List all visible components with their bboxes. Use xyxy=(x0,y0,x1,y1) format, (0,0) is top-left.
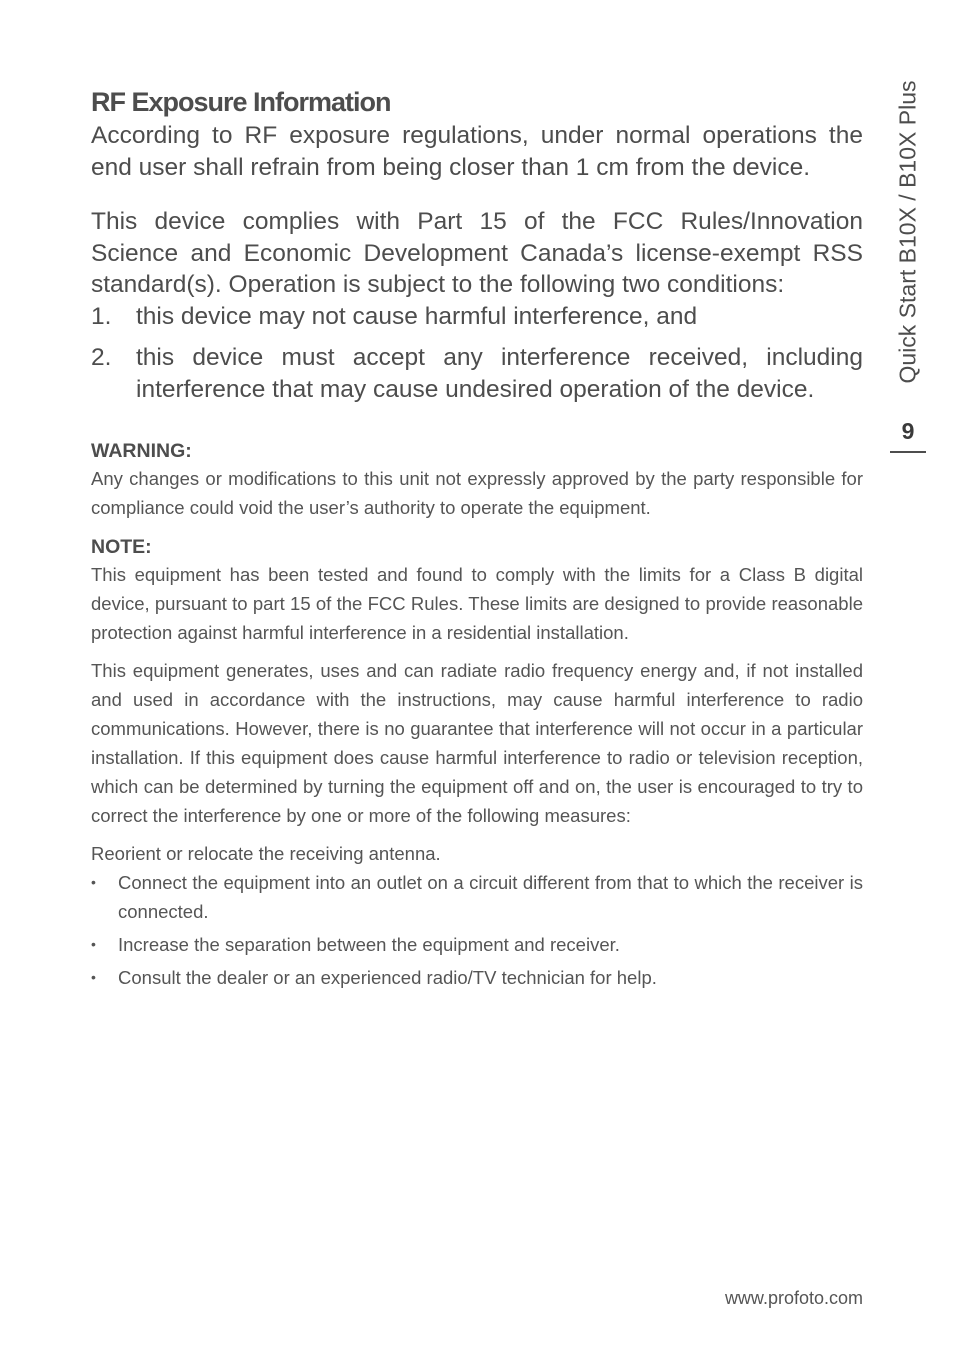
note-paragraph: This equipment generates, uses and can radiate radio frequency energy and, if not installed and used in accordance with the instructions, may cause harmful interference to radio communications. However, there is no guarantee that interference will not occur in a particular installation. If this equipment does cause harmful interference to radio or television reception, which can be determined by turning the equipment off and on, the user is encouraged to try to correct the interference by one or more of the following measures: xyxy=(91,660,863,826)
page-content xyxy=(91,84,863,992)
reorient-text: Reorient or relocate the receiving antenna. xyxy=(91,843,441,864)
footer-url: www.profoto.com xyxy=(724,1288,863,1308)
list-item-number: 2. xyxy=(91,344,112,371)
warning-heading: WARNING: xyxy=(91,440,192,462)
list-item-text: Connect the equipment into an outlet on a circuit different from that to which the receiver is connected. xyxy=(118,872,863,922)
note-heading: NOTE: xyxy=(91,536,152,558)
list-item xyxy=(91,342,863,405)
bullet-icon: • xyxy=(91,969,96,985)
list-item xyxy=(91,963,863,992)
side-label: Quick Start B10X / B10X Plus xyxy=(894,80,921,384)
side-divider xyxy=(890,451,926,453)
rf-exposure-paragraph: According to RF exposure regulations, under normal operations the end user shall refrain from being closer than 1 cm from the device. xyxy=(91,122,863,181)
note-paragraph: This equipment has been tested and found to comply with the limits for a Class B digital device, pursuant to part 15 of the FCC Rules. These limits are designed to provide reasonable protection against harmful interference in a residential installation. xyxy=(91,564,863,643)
list-item xyxy=(91,301,863,333)
bullet-icon: • xyxy=(91,936,96,952)
page-title: RF Exposure Information xyxy=(91,87,391,117)
bullet-icon: • xyxy=(91,874,96,890)
compliance-paragraph: This device complies with Part 15 of the FCC Rules/Innovation Science and Economic Development Canada’s license-exempt RSS standard(s). Operation is subject to the following two conditions: xyxy=(91,208,863,298)
list-item-text: this device may not cause harmful interference, and xyxy=(136,302,698,330)
list-item xyxy=(91,930,863,959)
warning-text: Any changes or modifications to this unit not expressly approved by the party responsible for compliance could void the user’s authority to operate the equipment. xyxy=(91,468,863,518)
page-number: 9 xyxy=(901,418,915,444)
conditions-list xyxy=(91,301,863,406)
list-item-text: this device must accept any interference received, including interference that may cause undesired operation of the device. xyxy=(136,344,863,403)
list-item-text: Consult the dealer or an experienced radio/TV technician for help. xyxy=(118,967,657,988)
list-item xyxy=(91,868,863,926)
list-item-number: 1. xyxy=(91,302,112,330)
measures-list xyxy=(91,868,863,992)
list-item-text: Increase the separation between the equipment and receiver. xyxy=(118,934,620,955)
side-header xyxy=(890,60,926,455)
